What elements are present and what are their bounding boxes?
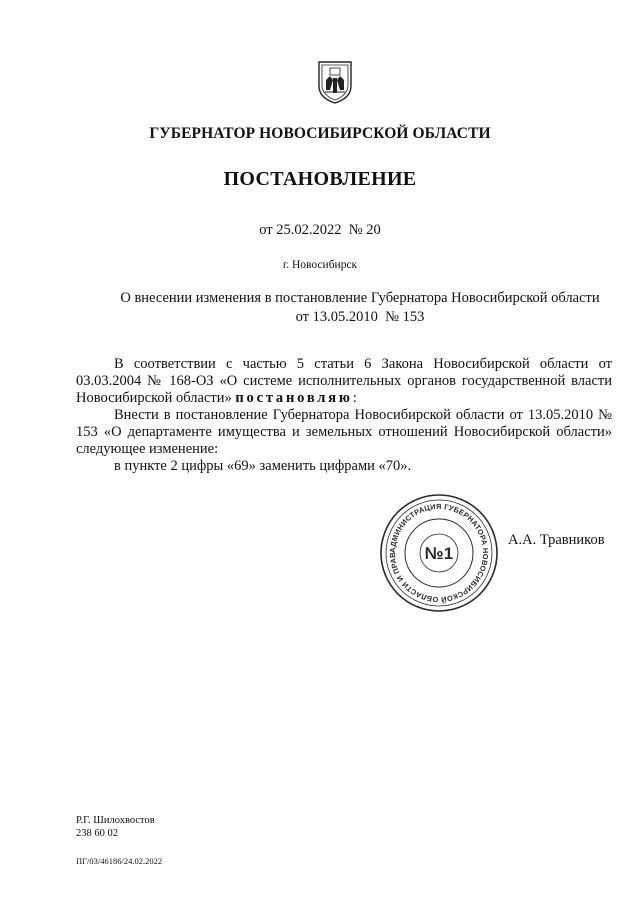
document-type-title: ПОСТАНОВЛЕНИЕ	[223, 168, 417, 190]
body-paragraph-3: в пункте 2 цифры «69» заменить цифрами «70».	[114, 458, 412, 474]
body-paragraph-1-text: В соответствии с частью 5 статьи 6 Закона Новосибирской области от 03.03.2004 № 168-ОЗ «О системе исполнительных органов государственной власти Новосибирской области»	[76, 356, 612, 406]
svg-text:АДМИНИСТРАЦИЯ ГУБЕРНАТОРА НОВО: АДМИНИСТРАЦИЯ ГУБЕРНАТОРА НОВОСИБИРСКОЙ ОБЛАСТИ И ПРАВ	[387, 501, 491, 605]
document-city: г. Новосибирск	[282, 259, 358, 271]
document-subject	[100, 289, 620, 327]
document-date-number: от 25.02.2022 № 20	[259, 222, 381, 238]
signatory-name: А.А. Травников	[508, 532, 605, 548]
coat-of-arms-emblem	[317, 60, 353, 104]
executor-phone: 238 60 02	[76, 828, 118, 839]
executor-info	[76, 814, 155, 840]
subject-line-1: О внесении изменения в постановление Губернатора Новосибирской области	[120, 290, 600, 306]
issuing-authority: ГУБЕРНАТОР НОВОСИБИРСКОЙ ОБЛАСТИ	[149, 125, 491, 142]
document-reference-number: ПГ/03/46186/24.02.2022	[76, 856, 163, 866]
subject-line-2: от 13.05.2010 № 153	[295, 309, 425, 325]
svg-text:№1: №1	[424, 544, 454, 563]
official-seal-stamp	[378, 492, 500, 614]
body-paragraph-1-end: :	[352, 390, 357, 406]
body-paragraph-1	[76, 356, 612, 407]
body-paragraph-2: Внести в постановление Губернатора Новосибирской области от 13.05.2010 № 153 «О департаменте имущества и земельных отношений Новосибирской области» следующее изменение:	[76, 407, 612, 457]
executor-name: Р.Г. Шилохвостов	[76, 815, 155, 826]
decree-word: постановляю	[235, 390, 353, 406]
document-body	[76, 356, 612, 475]
